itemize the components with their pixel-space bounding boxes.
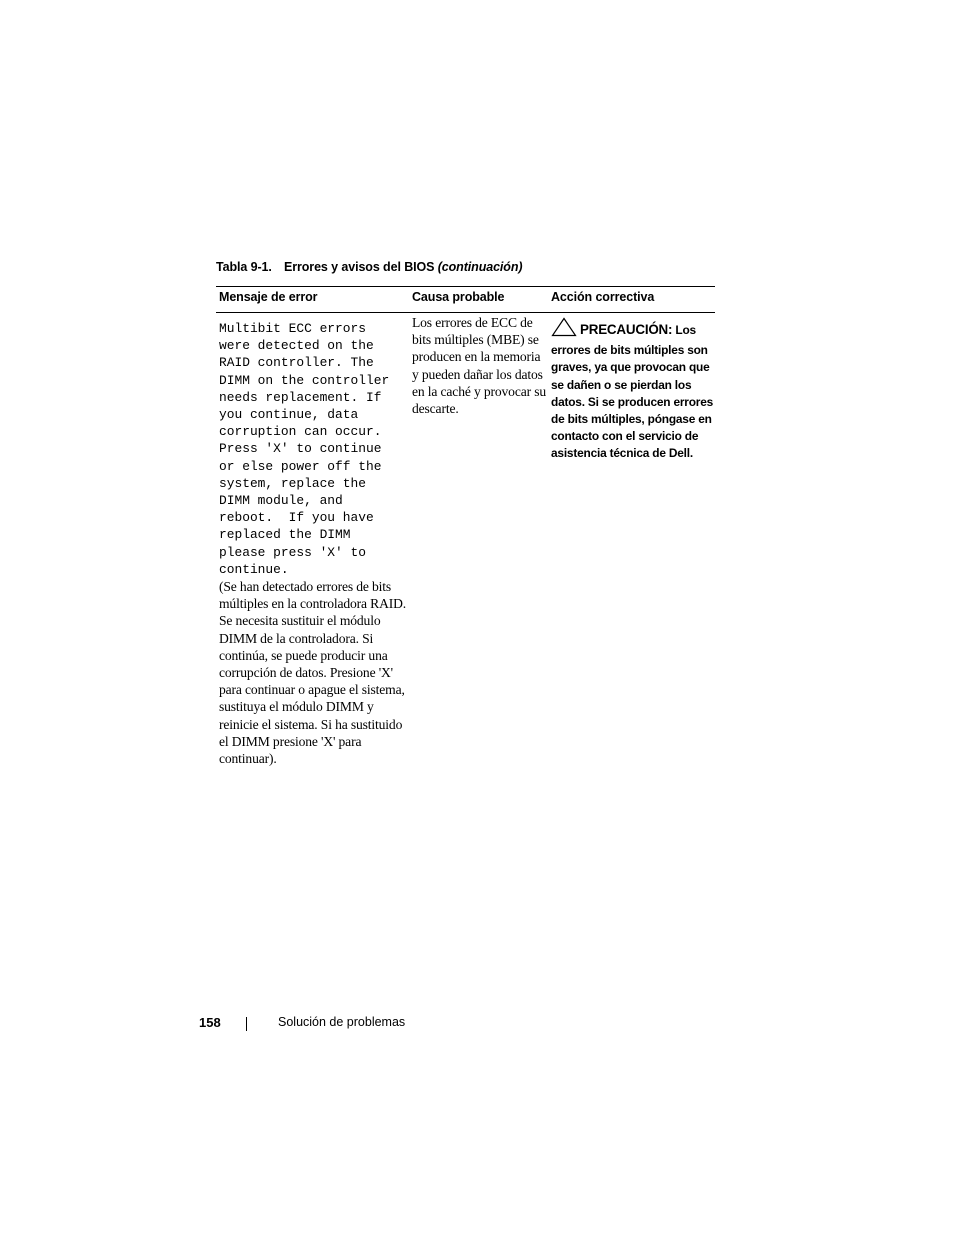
footer-separator xyxy=(246,1017,247,1031)
page-number: 158 xyxy=(199,1015,221,1030)
table-number: Tabla 9-1. xyxy=(216,260,272,274)
caution-triangle-icon xyxy=(551,317,577,342)
table-top-rule xyxy=(216,286,715,287)
table-caption xyxy=(216,260,522,274)
error-message-code: Multibit ECC errors were detected on the RAID controller. The DIMM on the controller needs replacement. If you continue, data corruption can occur. Press 'X' to continue or else power off the system, replace the DIMM module, and reboot. If you have replaced the DIMM please press 'X' to continue. xyxy=(219,321,390,577)
caution-label: PRECAUCIÓN: xyxy=(580,322,673,337)
cell-corrective-action xyxy=(551,317,717,463)
header-probable-cause: Causa probable xyxy=(412,290,505,304)
caution-text: Los errores de bits múltiples son graves, ya que provocan que se dañen o se pierdan los datos. Si se producen errores de bits múltiples, póngase en contacto con el servicio de asistencia técnica de Dell. xyxy=(551,323,714,461)
cell-probable-cause: Los errores de ECC de bits múltiples (MBE) se producen en la memoria y pueden dañar los datos en la caché y provocar su descarte. xyxy=(412,315,547,417)
table-header-rule xyxy=(216,312,715,313)
table-title: Errores y avisos del BIOS xyxy=(284,260,435,274)
table-continuation: (continuación) xyxy=(437,260,523,274)
header-error-message: Mensaje de error xyxy=(219,290,318,304)
error-message-translation: (Se han detectado errores de bits múltiples en la controladora RAID. Se necesita sustituir el módulo DIMM de la controladora. Si continúa, se puede producir una corrupción de datos. Presione 'X' para continuar o apague el sistema, sustituya el módulo DIMM y reinicie el sistema. Si ha sustituido el DIMM presione 'X' para continuar). xyxy=(219,579,407,767)
header-corrective-action: Acción correctiva xyxy=(551,290,655,304)
cell-error-message xyxy=(219,320,409,767)
footer-section-title: Solución de problemas xyxy=(278,1015,406,1029)
